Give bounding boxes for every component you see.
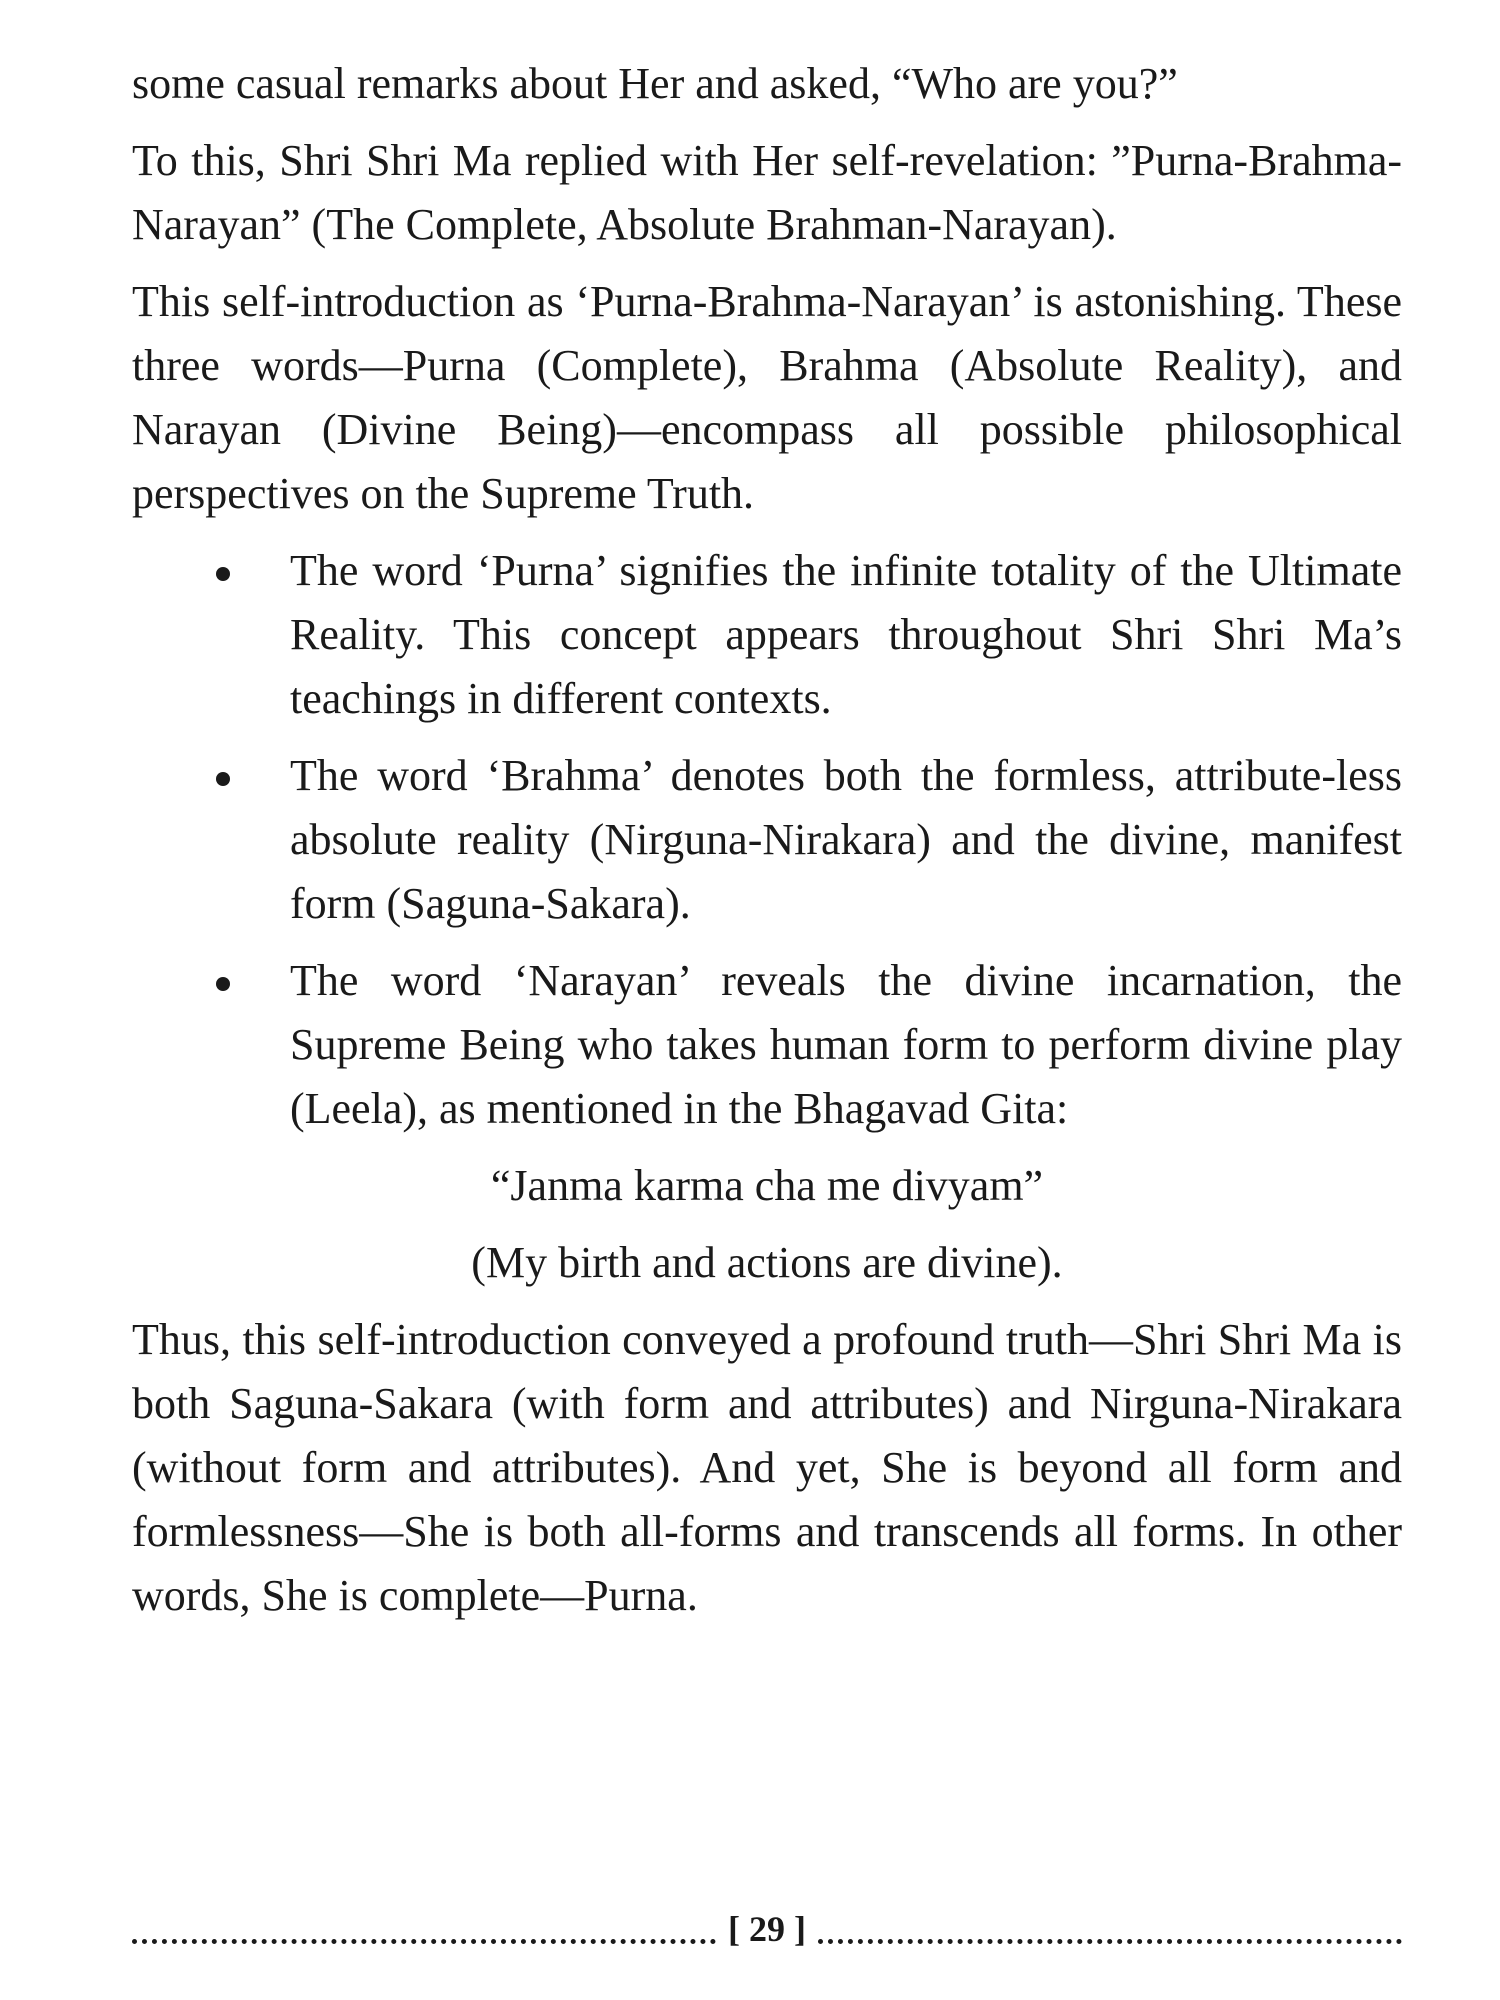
verse-translation: (My birth and actions are divine). bbox=[471, 1238, 1063, 1287]
verse-quote bbox=[132, 1154, 1402, 1295]
bullet-item-purna bbox=[132, 539, 1402, 731]
dotted-leader-right bbox=[818, 1939, 1402, 1944]
bullet-item-brahma bbox=[132, 744, 1402, 936]
bullet-dot-icon bbox=[216, 567, 230, 581]
bullet-dot-icon bbox=[216, 977, 230, 991]
bullet-text: The word ‘Narayan’ reveals the divine incarnation, the Supreme Being who takes human form to perform divine play (Leela), as mentioned in the Bhagavad Gita: bbox=[290, 956, 1402, 1133]
page-footer bbox=[132, 1904, 1402, 1954]
page-body bbox=[132, 52, 1402, 1641]
bullet-item-narayan bbox=[132, 949, 1402, 1141]
paragraph-astonishing: This self-introduction as ‘Purna-Brahma-Narayan’ is astonishing. These three words—Purna (Complete), Brahma (Absolute Reality), and Narayan (Divine Being)—encompass all possible philosophical perspectives on the Supreme Truth. bbox=[132, 277, 1402, 518]
paragraph-intro: some casual remarks about Her and asked, “Who are you?” bbox=[132, 59, 1178, 108]
bullet-text: The word ‘Purna’ signifies the infinite totality of the Ultimate Reality. This concept appears throughout Shri Shri Ma’s teachings in different contexts. bbox=[290, 546, 1402, 723]
paragraph-self-revelation: To this, Shri Shri Ma replied with Her self-revelation: ”Purna-Brahma-Narayan” (The Complete, Absolute Brahman-Narayan). bbox=[132, 136, 1402, 249]
paragraph-conclusion: Thus, this self-introduction conveyed a profound truth—Shri Shri Ma is both Saguna-Sakara (with form and attributes) and Nirguna-Nirakara (without form and attributes). And yet, She is beyond all form and formlessness—She is both all-forms and transcends all forms. In other words, She is complete—Purna. bbox=[132, 1315, 1402, 1620]
verse-sanskrit: “Janma karma cha me divyam” bbox=[490, 1161, 1044, 1210]
bullet-list bbox=[132, 539, 1402, 1141]
page-number: [ 29 ] bbox=[728, 1909, 806, 1949]
dotted-leader-left bbox=[132, 1939, 716, 1944]
bullet-text: The word ‘Brahma’ denotes both the formless, attribute-less absolute reality (Nirguna-Nirakara) and the divine, manifest form (Saguna-Sakara). bbox=[290, 751, 1402, 928]
bullet-dot-icon bbox=[216, 772, 230, 786]
